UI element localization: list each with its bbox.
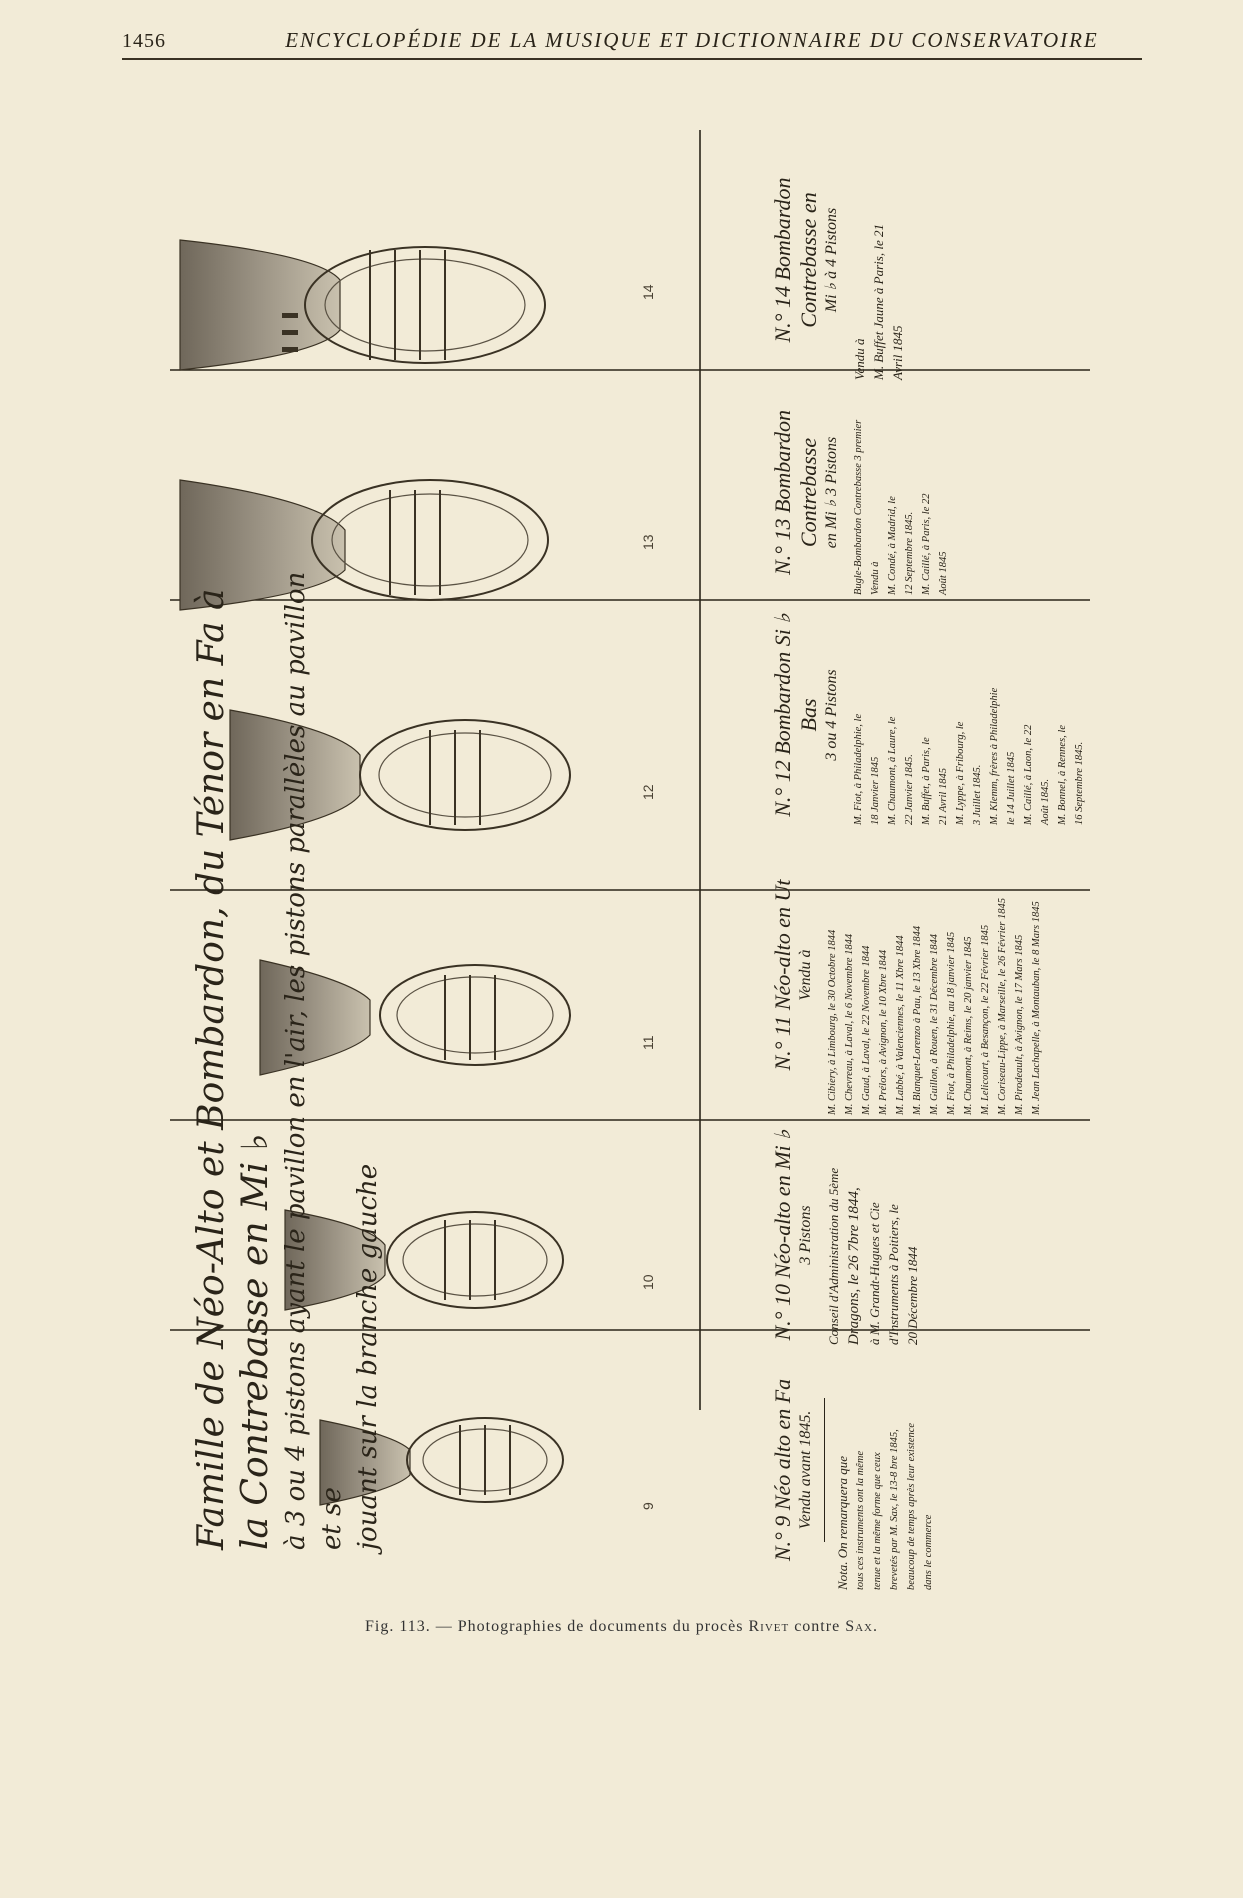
column-9-line: Nota. On remarquera que [835, 1455, 850, 1590]
column-10-line: Dragons, le 26 7bre 1844, [846, 1187, 862, 1345]
column-9-line: dans le commerce [923, 1514, 934, 1590]
column-10-title: N.° 10 Néo-alto en Mi ♭ [770, 1129, 795, 1341]
column-14-line: M. Buffet Jaune à Paris, le 21 [871, 224, 886, 380]
column-12-title: N.° 12 Bombardon Si ♭ Bas [770, 613, 821, 817]
column-14-title: N.° 14 Bombardon Contrebasse en [770, 177, 821, 343]
column-10-line: Conseil d'Administration du 5ème [826, 1167, 841, 1345]
rotated-plate-text [170, 130, 1090, 1590]
column-11-line: M. Chevreau, à Laval, le 6 Novembre 1844 [844, 933, 855, 1115]
column-12-line: 22 Janvier 1845. [904, 754, 915, 825]
column-11-line: M. Lelicourt, à Besançon, le 22 Février 1845 [980, 924, 991, 1115]
column-12-line: 3 Juillet 1845. [972, 764, 983, 825]
column-10 [770, 1125, 1070, 1345]
instrument-number-9: 9 [640, 1502, 656, 1510]
running-title: ENCYCLOPÉDIE DE LA MUSIQUE ET DICTIONNAIRE DU CONSERVATOIRE [285, 28, 1099, 52]
column-12-line: M. Klemm, frères à Philadelphie [989, 687, 1000, 825]
column-11-line: M. Cibiery, à Limbourg, le 30 Octobre 1844 [827, 929, 838, 1115]
page-number: 1456 [122, 30, 166, 52]
column-11-line: M. Chaumont, à Reims, le 20 janvier 1845 [963, 936, 974, 1115]
column-13-line: Août 1845 [938, 551, 949, 595]
column-12-subtitle: 3 ou 4 Pistons [823, 669, 840, 761]
caption-name-sax: Sax [845, 1618, 873, 1635]
caption-prefix: Fig. 113. — Photographies de documents du procès [365, 1618, 749, 1635]
column-12-line: 21 Avril 1845 [938, 768, 949, 825]
column-11-subtitle: Vendu à [797, 949, 814, 1001]
column-12-line: M. Chaumont, à Laure, le [887, 716, 898, 825]
column-12-line: 18 Janvier 1845 [870, 756, 881, 825]
instrument-number-11: 11 [640, 1035, 656, 1050]
instrument-number-13: 13 [640, 534, 656, 550]
column-13-line: Bugle-Bombardon Contrebasse 3 premier [853, 419, 864, 595]
column-12-line: M. Caillé, à Laon, le 22 [1023, 724, 1034, 825]
column-12-line: 16 Septembre 1845. [1074, 741, 1085, 825]
column-12-line: M. Fiot, à Philadelphie, le [853, 713, 864, 825]
caption-suffix: . [872, 1618, 878, 1635]
column-13-subtitle: en Mi ♭ 3 Pistons [823, 436, 840, 549]
caption-middle: contre [789, 1618, 846, 1635]
plate-heading [190, 550, 386, 1550]
column-11-line: M. Guillon, à Rouen, le 31 Décembre 1844 [929, 934, 940, 1115]
column-9-rule [824, 1398, 825, 1542]
column-12-line: Août 1845. [1040, 778, 1051, 825]
column-12-line: M. Buffet, à Paris, le [921, 737, 932, 825]
column-14 [770, 140, 1070, 380]
column-10-line: d'Instruments à Poitiers, le [886, 1204, 901, 1345]
column-11-line: M. Labbé, à Valenciennes, le 11 Xbre 1844 [895, 935, 906, 1115]
column-11-line: M. Coriseau-Lippe, à Marseille, le 26 Février 1845 [997, 898, 1008, 1115]
instrument-number-14: 14 [640, 284, 656, 300]
column-11-line: M. Blanquet-Lorenzo à Pau, le 13 Xbre 1844 [912, 925, 923, 1115]
column-10-subtitle: 3 Pistons [797, 1205, 814, 1265]
plate-heading-line2: à 3 ou 4 pistons ayant le pavillon en l'air, les pistons parallèles au pavillon et se [281, 571, 347, 1550]
plate-heading-line1: Famille de Néo-Alto et Bombardon, du Ténor en Fa à la Contrebasse en Mi ♭ [191, 588, 276, 1550]
instrument-number-12: 12 [640, 784, 656, 800]
column-14-line: Vendu à [852, 338, 867, 380]
column-13-title: N.° 13 Bombardon Contrebasse [770, 409, 821, 576]
column-12-line: M. Bonnel, à Rennes, le [1057, 724, 1068, 825]
column-14-subtitle: Mi ♭ à 4 Pistons [823, 207, 840, 313]
column-11-line: M. Gaud, à Laval, le 22 Novembre 1844 [861, 945, 872, 1115]
column-9-line: tous ces instruments ont la même [855, 1450, 866, 1590]
running-header [122, 28, 1142, 60]
column-13-line: M. Caillé, à Paris, le 22 [921, 493, 932, 595]
column-13-line: 12 Septembre 1845. [904, 511, 915, 595]
column-12 [770, 605, 1085, 825]
figure-caption [0, 1618, 1243, 1636]
instrument-number-10: 10 [640, 1274, 656, 1290]
column-9-line: beaucoup de temps après leur existence [906, 1422, 917, 1590]
document-plate [170, 130, 1090, 1590]
column-11-line: M. Jean Lachapelle, à Montauban, le 8 Mars 1845 [1031, 901, 1042, 1115]
column-11-line: M. Prélors, à Avignon, le 10 Xbre 1844 [878, 949, 889, 1115]
column-13 [770, 390, 1070, 595]
column-11-line: M. Pirodeault, à Avignon, le 17 Mars 1845 [1014, 934, 1025, 1115]
column-9-line: tenue et la même forme que ceux [872, 1452, 883, 1590]
caption-name-rivet: Rivet [748, 1618, 790, 1635]
column-14-line: Avril 1845 [890, 325, 905, 380]
column-13-line: Vendu à [870, 561, 881, 595]
column-11-title: N.° 11 Néo-alto en Ut [770, 879, 795, 1071]
column-10-line: à M. Grandt-Hugues et Cie [867, 1202, 882, 1345]
column-9-line: brevetés par M. Sax, le 13-8 bre 1845, [889, 1429, 900, 1590]
column-11-line: M. Fiot, à Philadelphie, au 18 janvier 1845 [946, 931, 957, 1115]
plate-heading-line3: jouant sur la branche gauche [353, 1163, 383, 1550]
column-9-subtitle: Vendu avant 1845. [797, 1410, 814, 1530]
column-10-line: 20 Décembre 1844 [905, 1246, 920, 1345]
column-9-title: N.° 9 Néo alto en Fa [770, 1378, 795, 1562]
column-9 [770, 1350, 1070, 1590]
column-13-line: M. Condé, à Madrid, le [887, 496, 898, 595]
column-11 [770, 835, 1070, 1115]
column-12-line: M. Lyppe, à Fribourg, le [955, 721, 966, 825]
column-12-line: le 14 Juillet 1845 [1006, 751, 1017, 825]
